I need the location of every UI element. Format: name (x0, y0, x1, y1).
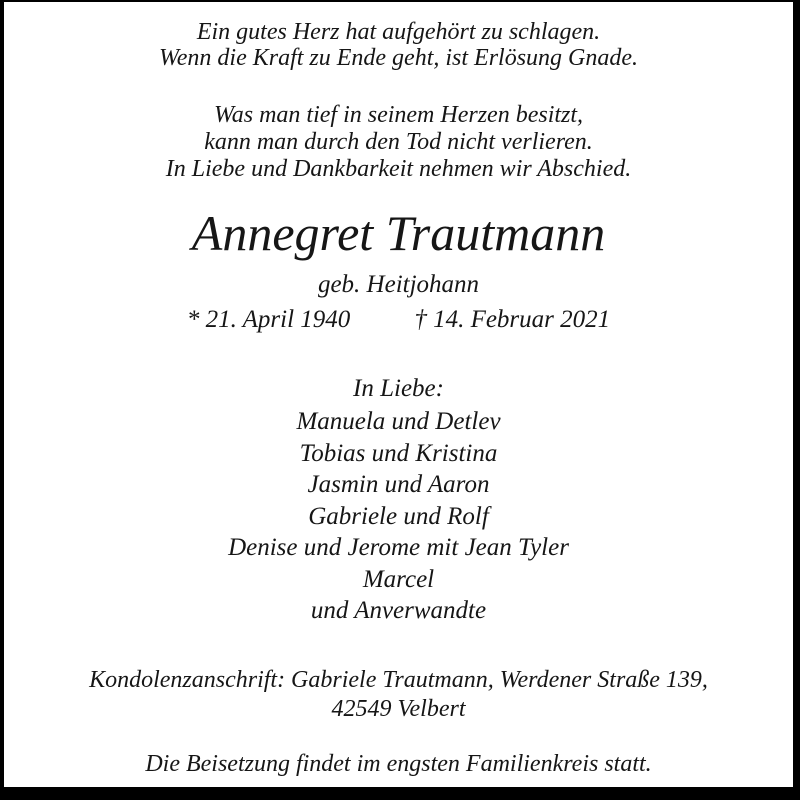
epigraph (4, 19, 793, 71)
condolence-line-2: 42549 Velbert (331, 696, 466, 722)
epigraph-line-1: Ein gutes Herz hat aufgehört zu schlagen. (196, 19, 601, 45)
deceased-name: Annegret Trautmann (191, 205, 606, 261)
condolence-line-1: Kondolenzanschrift: Gabriele Trautmann, Werdener Straße 139, (89, 667, 708, 693)
verse-line-2: kann man durch den Tod nicht verlieren. (204, 129, 593, 155)
life-dates (4, 306, 793, 334)
farewell-verse (4, 102, 793, 183)
maiden-name: geb. Heitjohann (317, 271, 480, 298)
mourner-line: Marcel (362, 565, 435, 593)
birth-date: * 21. April 1940 (186, 306, 351, 333)
mourner-line: Tobias und Kristina (299, 439, 498, 467)
mourners-intro: In Liebe: (353, 375, 444, 402)
verse-line-3: In Liebe und Dankbarkeit nehmen wir Abschied. (165, 156, 632, 182)
mourner-line: Jasmin und Aaron (307, 471, 490, 498)
mourner-line: Denise und Jerome mit Jean Tyler (228, 534, 569, 561)
funeral-note: Die Beisetzung findet im engsten Familienkreis statt. (145, 751, 652, 777)
condolence-address (4, 666, 793, 724)
death-date: † 14. Februar 2021 (414, 306, 611, 333)
mourner-line: und Anverwandte (310, 597, 487, 624)
verse-line-1: Was man tief in seinem Herzen besitzt, (213, 102, 584, 128)
mourner-line: Gabriele und Rolf (308, 502, 489, 530)
epigraph-line-2: Wenn die Kraft zu Ende geht, ist Erlösung Gnade. (158, 45, 639, 71)
mourner-line: Manuela und Detlev (296, 408, 501, 435)
mourners-list (4, 406, 793, 627)
